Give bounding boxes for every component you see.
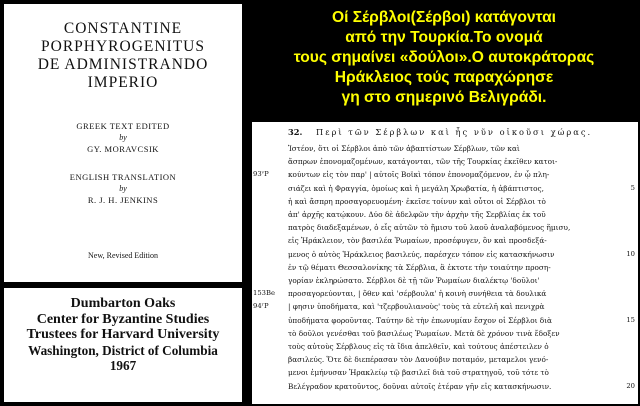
text-line	[252, 170, 638, 183]
caption-line: Ηράκλειος τούς παραχώρησε	[334, 69, 554, 86]
text-line	[252, 236, 638, 249]
greek-text: ὑποδήματα φοροῦντας. Ταύτην δὲ τὴν ἐπωνυμίαν ἔσχον οἱ Σέρβλοι διὰ	[288, 315, 552, 325]
title-line: PORPHYROGENITUS	[41, 38, 205, 55]
line-number: 15	[626, 315, 635, 324]
greek-text-edited-label: GREEK TEXT EDITED	[76, 121, 170, 131]
caption-line: Οί Σέρβλοι(Σέρβοι) κατάγονται	[331, 9, 556, 26]
chapter-title: Περὶ τῶν Σέρβλων καὶ ἧς νῦν οἰκοῦσι χώρας.	[316, 127, 593, 137]
caption-line: γη στο σημερινό Βελιγράδι.	[341, 89, 547, 106]
greek-text: ἡ καὶ ἄσπρη προσαγορευομένη· ἐκεῖσε τοίνυν καὶ οὗτοι οἱ Σέρβλοι τὸ	[288, 196, 546, 206]
text-line	[252, 355, 638, 368]
text-line	[252, 263, 638, 276]
edition-label: New, Revised Edition	[88, 251, 158, 260]
line-number: 20	[626, 381, 635, 390]
text-line	[252, 157, 638, 170]
text-line	[252, 210, 638, 223]
imprint-line: Trustees for Harvard University	[26, 327, 220, 342]
line-number: 10	[626, 249, 635, 258]
greek-text: σιάζει καὶ ἡ Φραγγία, ὁμοίως καὶ ἡ μεγάλη Χρωβατία, ἡ ἀβάπτιστος,	[288, 183, 544, 193]
text-line	[252, 368, 638, 381]
greek-text: Ἰστέον, ὅτι οἱ Σέρβλοι ἀπὸ τῶν ἀβαπτίστων Σέρβλων, τῶν καὶ	[288, 144, 520, 153]
greek-text: γορίαν ἐκληρώσατο. Σέρβλοι δὲ τῇ τῶν Ῥωμαίων διαλέκτῳ 'δοῦλοι'	[288, 276, 540, 285]
greek-text: τὸ δοῦλοι γενέσθαι τοῦ βασιλέως Ῥωμαίων. Μετὰ δὲ χρόνον τινὰ ἔδοξεν	[288, 328, 560, 338]
imprint-line: Dumbarton Oaks	[70, 296, 176, 311]
greek-text: | φησιν ὑποδήματα, καὶ 'τζερβουλιανοὺς' τοὺς τὰ εὐτελῆ καὶ πενιχρὰ	[288, 302, 545, 312]
imprint-year: 1967	[109, 358, 137, 373]
by-label: by	[119, 133, 127, 142]
text-line	[252, 289, 638, 302]
english-translation-label: ENGLISH TRANSLATION	[69, 172, 177, 182]
text-line	[252, 342, 638, 355]
greek-text: κούντων εἰς τὸν παρ' | αὐτοῖς Βοϊκὶ τόπον ἐπονομαζόμενον, ἐν ᾧ πλη-	[288, 170, 550, 180]
greek-text: ἐν τῷ θέματι Θεσσαλονίκης τὰ Σέρβλια, ἃ ἐκτοτε τὴν τοιαύτην προση-	[288, 262, 551, 272]
imprint-line: Center for Byzantine Studies	[36, 311, 210, 327]
greek-text: μενος ὁ αὐτὸς Ἡράκλειος βασιλεύς, παρέσχεν τόπον εἰς κατασκήνωσιν	[288, 249, 555, 259]
greek-text: μενοι ἐμήνυσαν Ἡρακλείῳ τῷ βασιλεῖ διὰ τοῦ στρατηγοῦ, τοῦ τότε τὸ	[288, 368, 549, 378]
greek-text: βασιλεύς. Ὅτε δὲ διεπέρασαν τὸν Δανούβιν ποταμόν, μεταμελοι γενό-	[288, 355, 549, 365]
book-title	[4, 20, 242, 92]
margin-reference: 153Be	[253, 289, 275, 298]
text-line	[252, 316, 638, 329]
title-line: CONSTANTINE	[63, 20, 183, 37]
text-line	[252, 197, 638, 210]
text-line	[252, 382, 638, 395]
text-line	[252, 276, 638, 289]
greek-text: προσαγορεύονται, | ὅθεν καὶ 'σέρβουλα' ἡ κοινὴ συνήθεια τὰ δουλικά	[288, 289, 547, 299]
by-label: by	[119, 184, 127, 193]
caption-line: από την Τουρκία.Το ονομά	[345, 29, 543, 46]
caption-line: τους σημαίνει «δούλοι».Ο αυτοκράτορας	[293, 49, 595, 66]
publisher-imprint	[4, 288, 242, 402]
margin-reference: 93ᵛP	[253, 170, 269, 179]
greek-text: πατρὸς διαδεξαμένων, ὁ εἷς αὐτῶν τὸ ἥμισυ τοῦ λαοῦ ἀναλαβόμενος ἥμισυ,	[288, 223, 571, 233]
text-line	[252, 223, 638, 236]
text-line	[252, 250, 638, 263]
translator-name: R. J. H. JENKINS	[87, 195, 159, 205]
margin-reference: 94ʳP	[253, 302, 269, 311]
book-title-page	[4, 4, 242, 282]
greek-text: εἰς Ἡράκλειον, τὸν βασιλέα Ῥωμαίων, προσέφυγεν, ὃν καὶ προσδεξά-	[288, 236, 547, 246]
imprint-line: Washington, District of Columbia	[28, 342, 218, 358]
greek-text: τοὺς αὐτοὺς Σέρβλους εἰς τὰ ἴδια ἀπελθεῖν, καὶ τούτους ἀπέστειλεν ὁ	[288, 342, 549, 351]
text-line	[252, 144, 638, 157]
line-number: 5	[630, 183, 635, 192]
greek-text: ἄσπρων ἐπονομαζομένων, κατάγονται, τῶν τῆς Τουρκίας ἐκεῖθεν κατοι-	[288, 157, 558, 167]
editor-name: GY. MORAVCSIK	[87, 144, 159, 154]
text-line	[252, 329, 638, 342]
text-line	[252, 302, 638, 315]
title-line: DE ADMINISTRANDO IMPERIO	[37, 56, 209, 91]
greek-text-page	[252, 122, 638, 404]
greek-text: ἀπ' ἀρχῆς κατῴκουν. Δύο δὲ ἀδελφῶν τὴν ἀρχὴν τῆς Σερβλίας ἐκ τοῦ	[288, 210, 546, 219]
text-line	[252, 184, 638, 197]
greek-caption	[250, 8, 638, 108]
chapter-number: 32.	[288, 127, 303, 137]
greek-text: Βελέγραδον κρατοῦντος, δοῦναι αὐτοῖς ἑτέραν γῆν εἰς κατασκήνωσιν.	[288, 381, 552, 391]
